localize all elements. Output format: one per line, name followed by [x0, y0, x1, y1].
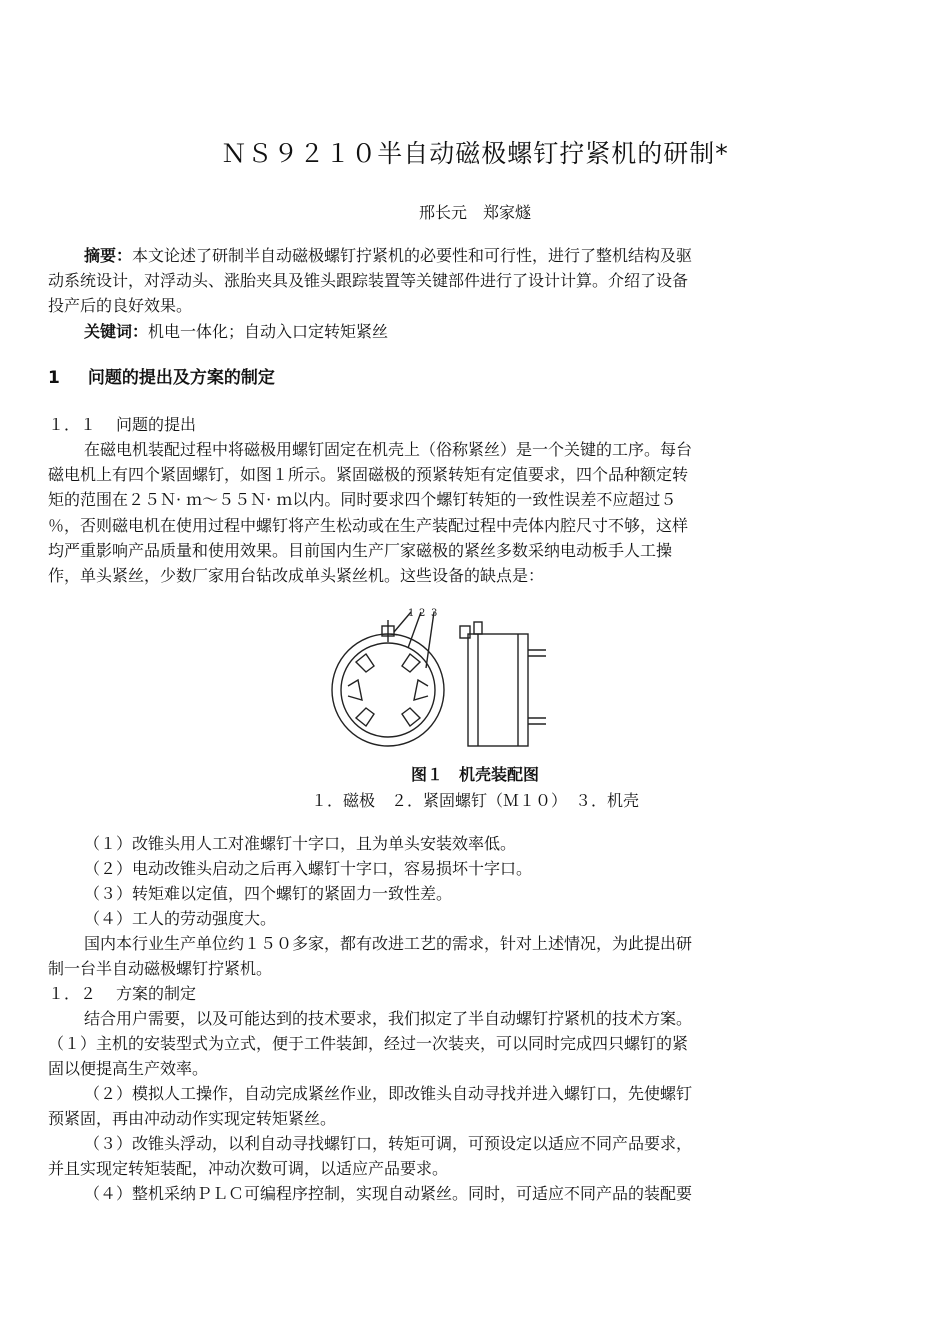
pole-shape	[348, 680, 362, 700]
pole-shape	[356, 708, 374, 726]
keywords-text: 机电一体化；自动入口定转矩紧丝	[148, 322, 389, 341]
housing-outer-ring	[332, 634, 444, 746]
pole-shape	[414, 680, 428, 700]
callout-2: 2	[419, 608, 426, 619]
para1-line: 在磁电机装配过程中将磁极用螺钉固定在机壳上（俗称紧丝）是一个关键的工序。每台	[84, 440, 693, 459]
subsection-1-1-heading	[48, 415, 196, 435]
drawback-item: （１）改锥头用人工对准螺钉十字口，且为单头安装效率低。	[84, 834, 517, 853]
para3-line: 结合用户需要，以及可能达到的技术要求，我们拟定了半自动螺钉拧紧机的技术方案。	[84, 1009, 693, 1028]
pole-shape	[356, 654, 374, 672]
para3-line: 固以便提高生产效率。	[48, 1059, 209, 1078]
abstract-line-2: 动系统设计，对浮动头、涨胎夹具及锥头跟踪装置等关键部件进行了设计计算。介绍了设备	[48, 271, 689, 290]
para3-line: 预紧固，再由冲动动作实现定转矩紧丝。	[48, 1109, 337, 1128]
para2-line: 国内本行业生产单位约１５０多家，都有改进工艺的需求，针对上述情况，为此提出研	[84, 934, 693, 953]
para2-line: 制一台半自动磁极螺钉拧紧机。	[48, 959, 273, 978]
keywords-label: 关键词：	[84, 322, 149, 341]
para3-line: （３）改锥头浮动，以利自动寻找螺钉口，转矩可调，可预设定以适应不同产品要求，	[84, 1134, 693, 1153]
drawback-item: （３）转矩难以定值，四个螺钉的紧固力一致性差。	[84, 884, 453, 903]
callout-3: 3	[431, 608, 438, 619]
paper-title: ＮＳ９２１０半自动磁极螺钉拧紧机的研制*	[221, 139, 729, 168]
housing-inner-ring	[341, 643, 435, 737]
para1-line: ％，否则磁电机在使用过程中螺钉将产生松动或在生产装配过程中壳体内腔尺寸不够，这样	[48, 516, 689, 535]
drawback-item: （４）工人的劳动强度大。	[84, 909, 277, 928]
pole-shape	[402, 708, 420, 726]
housing-assembly-figure	[318, 608, 553, 758]
subsection-1-2-heading	[48, 984, 196, 1004]
section-number: 1	[48, 368, 60, 388]
subsection-number: １．２	[48, 984, 97, 1003]
subsection-title: 问题的提出	[116, 415, 197, 434]
keywords-line	[84, 322, 388, 342]
drawback-item: （２）电动改锥头启动之后再入螺钉十字口，容易损坏十字口。	[84, 859, 533, 878]
para1-line: 作，单头紧丝，少数厂家用台钻改成单头紧丝机。这些设备的缺点是：	[48, 566, 545, 585]
para3-line: （１）主机的安装型式为立式，便于工件装卸，经过一次装夹，可以同时完成四只螺钉的紧	[48, 1034, 689, 1053]
subsection-title: 方案的制定	[116, 984, 197, 1003]
abstract-line-3: 投产后的良好效果。	[48, 296, 193, 315]
abstract-line-1	[84, 246, 692, 266]
abstract-label: 摘要：	[84, 246, 133, 265]
figure-legend: １．磁极 ２．紧固螺钉（Ｍ１０） ３．机壳	[310, 791, 639, 810]
callout-line	[426, 612, 434, 668]
figure-caption: 图１ 机壳装配图	[410, 765, 539, 784]
author-list: 邢长元 郑家燧	[418, 203, 531, 222]
section-1-heading	[48, 368, 275, 388]
abstract-text-1: 本文论述了研制半自动磁极螺钉拧紧机的必要性和可行性，进行了整机结构及驱	[132, 246, 693, 265]
para1-line: 矩的范围在２５Ｎ· ｍ～５５Ｎ· ｍ以内。同时要求四个螺钉转矩的一致性误差不应超过５	[48, 490, 677, 509]
para3-line: （２）模拟人工操作，自动完成紧丝作业，即改锥头自动寻找并进入螺钉口，先使螺钉	[84, 1084, 693, 1103]
side-view-body	[468, 634, 528, 746]
section-title: 问题的提出及方案的制定	[87, 368, 275, 388]
subsection-number: １．１	[48, 415, 97, 434]
para1-line: 均严重影响产品质量和使用效果。目前国内生产厂家磁极的紧丝多数采纳电动板手人工操	[48, 541, 673, 560]
para3-line: （４）整机采纳ＰＬＣ可编程序控制，实现自动紧丝。同时，可适应不同产品的装配要	[84, 1184, 693, 1203]
callout-1: 1	[408, 608, 415, 619]
para1-line: 磁电机上有四个紧固螺钉，如图１所示。紧固磁极的预紧转矩有定值要求，四个品种额定转	[48, 465, 689, 484]
pole-shape	[402, 654, 420, 672]
para3-line: 并且实现定转矩装配，冲动次数可调，以适应产品要求。	[48, 1159, 449, 1178]
